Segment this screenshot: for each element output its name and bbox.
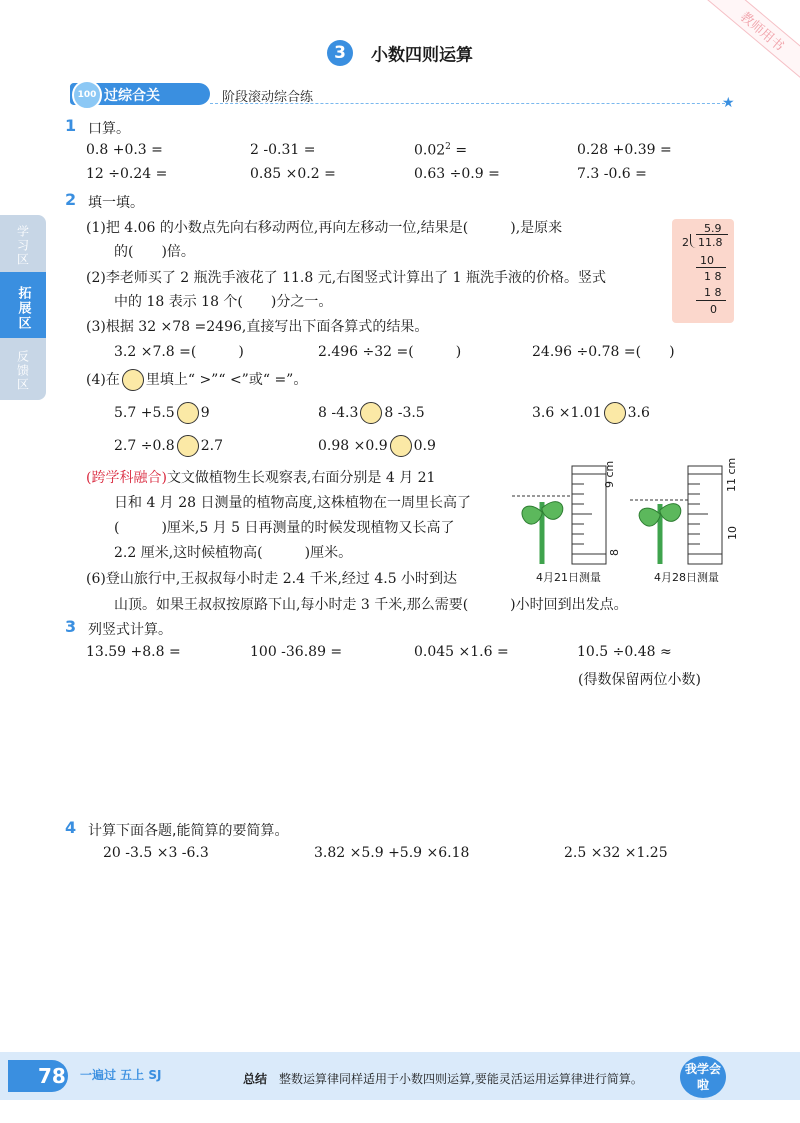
ruler-right-bottom-label: 10 [726, 526, 739, 540]
q2-p5-line1: (跨学科融合)文文做植物生长观察表,右面分别是 4 月 21 [86, 470, 436, 486]
ruler-left-bottom-label: 8 [608, 549, 621, 556]
q1-title: 口算。 [88, 121, 130, 137]
q2-p1-line2: 的( )倍。 [114, 244, 195, 260]
q1-item: 0.8 +0.3 = [86, 142, 163, 158]
q3-number: 3 [65, 617, 77, 636]
q3-item: 13.59 +8.8 = [86, 644, 181, 660]
q4-item: 2.5 ×32 ×1.25 [564, 845, 668, 861]
corner-label: 教师用书 [704, 0, 800, 83]
q3-item: 10.5 ÷0.48 ≈ [577, 644, 672, 660]
q4-item: 3.82 ×5.9 +5.9 ×6.18 [314, 845, 470, 861]
summary-tag: 总结 [243, 1072, 268, 1086]
plant-right [639, 504, 681, 564]
q3-item: 100 -36.89 = [250, 644, 343, 660]
q2-p2-line2: 中的 18 表示 18 个( )分之一。 [114, 294, 333, 310]
q2-title: 填一填。 [88, 195, 144, 211]
q2-number: 2 [65, 190, 77, 209]
q1-item-power: $0.02^2$ = [414, 142, 468, 159]
compare-circle[interactable] [604, 402, 626, 424]
q3-note: (得数保留两位小数) [578, 672, 701, 688]
q2-p2-line1: (2)李老师买了 2 瓶洗手液花了 11.8 元,右图竖式计算出了 1 瓶洗手液的价格。竖式 [86, 270, 606, 286]
star-icon: ★ [722, 95, 735, 111]
section-label: 过综合关 [104, 88, 160, 104]
q1-item: 12 ÷0.24 = [86, 166, 168, 182]
footer-badge-icon: 我学会啦 [680, 1056, 726, 1098]
compare-item: 8 -4.3 8 -3.5 [318, 402, 425, 424]
q1-item: 7.3 -0.6 = [577, 166, 647, 182]
page-number: 78 [8, 1060, 68, 1092]
side-tab-study[interactable]: 学习区 [0, 215, 46, 272]
q1-number: 1 [65, 116, 77, 135]
plant-right-caption: 4月28日测量 [654, 571, 719, 584]
q2-p3-item: 3.2 ×7.8 =( ) [114, 344, 244, 360]
ruler-right-top-label: 11 cm [725, 457, 738, 492]
answer-circle [122, 369, 144, 391]
q1-item: 0.63 ÷0.9 = [414, 166, 500, 182]
compare-item: 3.6 ×1.01 3.6 [532, 402, 650, 424]
page-title [0, 40, 800, 66]
section-badge-icon: 100 [72, 80, 102, 110]
q2-p1-line1: (1)把 4.06 的小数点先向右移动两位,再向左移动一位,结果是( ),是原来 [86, 220, 563, 236]
unit-number-badge: 3 [327, 40, 353, 66]
q4-item: 20 -3.5 ×3 -6.3 [103, 845, 209, 861]
footer-brand: 一遍过 五上 SJ [80, 1068, 162, 1082]
summary-text: 整数运算律同样适用于小数四则运算,要能灵活运用运算律进行简算。 [279, 1072, 643, 1086]
compare-item: 5.7 +5.5 9 [114, 402, 210, 424]
q2-p5-line4: 2.2 厘米,这时候植物高( )厘米。 [114, 545, 353, 561]
q4-number: 4 [65, 818, 77, 837]
q2-p6-line2: 山顶。如果王叔叔按原路下山,每小时走 3 千米,那么需要( )小时回到出发点。 [114, 597, 628, 613]
q3-title: 列竖式计算。 [88, 622, 172, 638]
q2-p4-intro: (4)在 里填上“ >”“ <”或“ =”。 [86, 369, 307, 391]
q1-item: 2 -0.31 = [250, 142, 316, 158]
compare-circle[interactable] [177, 435, 199, 457]
unit-title: 小数四则运算 [371, 45, 473, 66]
compare-item: 0.98 ×0.9 0.9 [318, 435, 436, 457]
q2-p5-line3: ( )厘米,5 月 5 日再测量的时候发现植物又长高了 [114, 520, 455, 536]
q4-title: 计算下面各题,能简算的要简算。 [88, 823, 289, 839]
q2-p3-item: 2.496 ÷32 =( ) [318, 344, 462, 360]
side-tab-feedback[interactable]: 反馈区 [0, 338, 46, 400]
compare-item: 2.7 ÷0.8 2.7 [114, 435, 223, 457]
plant-left [522, 502, 563, 564]
q3-item: 0.045 ×1.6 = [414, 644, 509, 660]
compare-circle[interactable] [177, 402, 199, 424]
q2-p3-line1: (3)根据 32 ×78 =2496,直接写出下面各算式的结果。 [86, 319, 429, 335]
footer-summary [243, 1070, 643, 1087]
q2-p6-line1: (6)登山旅行中,王叔叔每小时走 2.4 千米,经过 4.5 小时到达 [86, 571, 458, 587]
compare-circle[interactable] [360, 402, 382, 424]
compare-circle[interactable] [390, 435, 412, 457]
ruler-left-top-label: 9 cm [603, 460, 616, 488]
plant-measure-figure [512, 458, 752, 568]
plant-left-caption: 4月21日测量 [536, 571, 601, 584]
q1-item: 0.28 +0.39 = [577, 142, 672, 158]
side-tab-extend[interactable]: 拓展区 [0, 272, 46, 338]
long-division-figure: 5.9 2 11.8 10 1 8 1 8 0 [672, 219, 734, 323]
section-subtitle: 阶段滚动综合练 [222, 90, 314, 105]
q1-item: 0.85 ×0.2 = [250, 166, 336, 182]
section-divider [210, 103, 725, 104]
q2-p3-item: 24.96 ÷0.78 =( ) [532, 344, 675, 360]
q2-p5-line2: 日和 4 月 28 日测量的植物高度,这株植物在一周里长高了 [114, 495, 471, 511]
cross-subject-tag: (跨学科融合) [86, 470, 167, 486]
